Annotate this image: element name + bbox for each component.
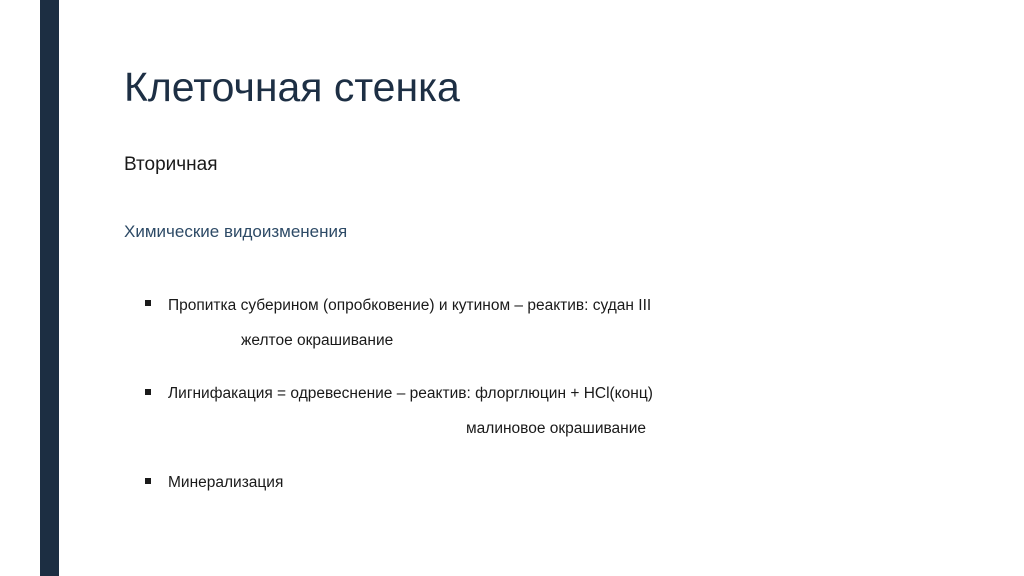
slide-subtitle: Вторичная [124,154,218,175]
list-item-1-text: Пропитка суберином (опробковение) и кутином – реактив: судан III [168,297,652,314]
slide-title: Клеточная стенка [124,64,460,110]
bullet-marker-1 [145,300,151,306]
list-item-3-text: Минерализация [168,474,284,491]
list-item-2-text: Лигнифакация = одревеснение – реактив: флорглюцин + HCl(конц) [168,385,653,402]
list-item-2-result: малиновое окрашивание [466,420,647,437]
list-item-1-result: желтое окрашивание [241,332,394,349]
section-heading: Химические видоизменения [124,222,348,241]
bullet-marker-2 [145,389,151,395]
bullet-marker-3 [145,478,151,484]
accent-bar [40,0,59,576]
